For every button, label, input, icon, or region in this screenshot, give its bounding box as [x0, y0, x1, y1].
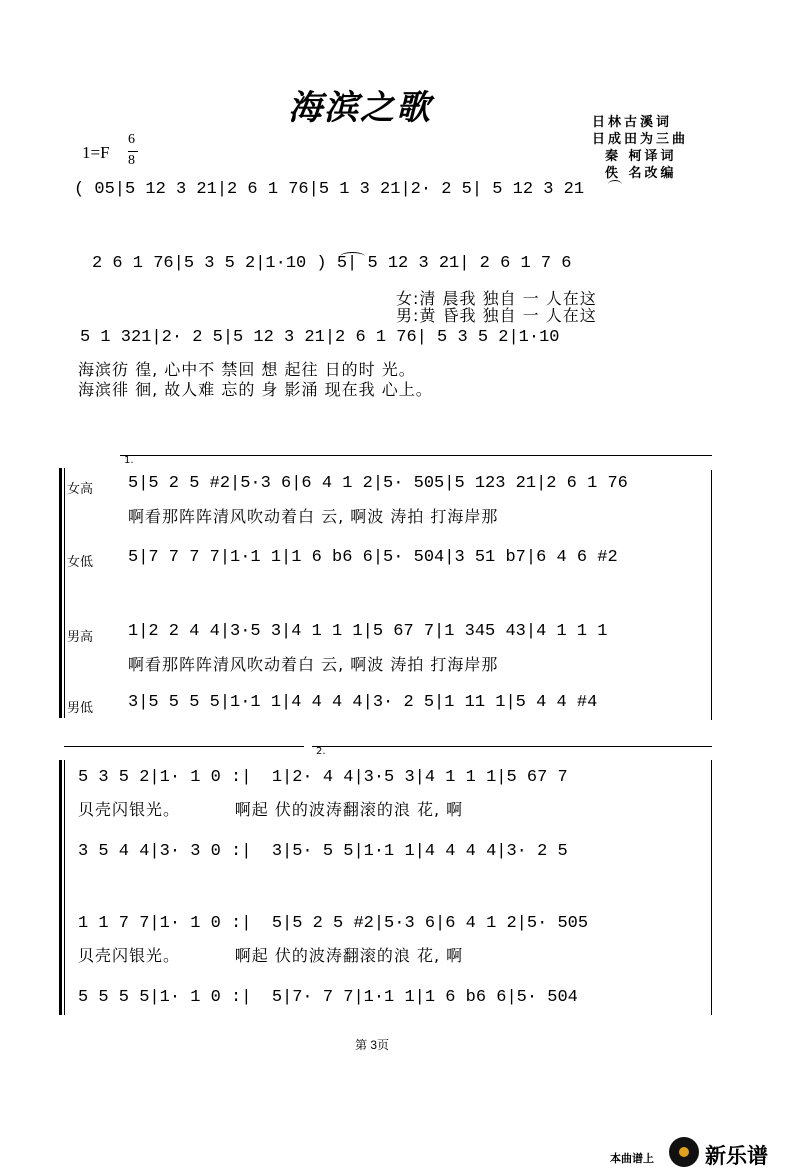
voice-label-tenor: 男高: [67, 630, 94, 645]
choir1-alto: 5|7 7 7 7|1·1 1|1 6 b6 6|5· 504|3 51 b7|6 4 6 #2: [128, 548, 618, 567]
meter-top: 6: [128, 132, 135, 147]
choir2-lyric-top: 贝壳闪银光。 啊起 伏的波涛翻滚的浪 花, 啊: [78, 800, 464, 819]
choir1-lyric-top: 啊看那阵阵清风吹动着白 云, 啊波 涛拍 打海岸那: [128, 507, 499, 526]
choir1-bass: 3|5 5 5 5|1·1 1|4 4 4 4|3· 2 5|1 11 1|5 4 4 #4: [128, 693, 598, 712]
volta-2-line: [312, 746, 712, 747]
voice-label-soprano: 女高: [67, 482, 94, 497]
intro-line-1: ( 05|5 12 3 21|2 6 1 76|5 1 3 21|2· 2 5| 5 12 3 21: [74, 180, 585, 199]
lyric-male-a: 男:黄 昏我 独自 一 人在这: [396, 306, 597, 325]
volta-1-label: 1.: [124, 455, 134, 466]
voice-label-bass: 男低: [67, 701, 94, 716]
volta-1-line: [120, 455, 712, 456]
choir2-lyric-bottom: 贝壳闪银光。 啊起 伏的波涛翻滚的浪 花, 啊: [78, 946, 464, 965]
system-bracket-1: [59, 468, 62, 718]
key-signature: 1=F: [82, 143, 110, 162]
choir2-bass: 5 5 5 5|1· 1 0 :| 5|7· 7 7|1·1 1|1 6 b6 6|5· 504: [78, 988, 578, 1007]
footer-prefix: 本曲谱上: [610, 1152, 654, 1165]
lyric-female-b: 海滨彷 徨, 心中不 禁回 想 起往 日的时 光。: [78, 360, 416, 379]
song-title: 海滨之歌: [288, 88, 432, 128]
choir2-tenor: 1 1 7 7|1· 1 0 :| 5|5 2 5 #2|5·3 6|6 4 1 2|5· 505: [78, 914, 589, 933]
system-bracket-2: [59, 760, 62, 1015]
intro-line-2: 2 6 1 76|5 3 5 2|1·10 ) 5| 5 12 3 21| 2 6 1 7 6: [92, 254, 572, 273]
volta-1b-line: [64, 746, 304, 747]
page-number: 第 3页: [355, 1038, 390, 1052]
meter-bottom: 8: [128, 153, 135, 168]
meter-divider: [128, 151, 138, 152]
voice-label-alto: 女低: [67, 555, 94, 570]
volta-2-label: 2.: [316, 746, 326, 757]
record-logo-icon: [669, 1137, 699, 1167]
choir2-soprano: 5 3 5 2|1· 1 0 :| 1|2· 4 4|3·5 3|4 1 1 1|5 67 7: [78, 768, 568, 787]
credit-lyricist: 日林古溪词: [592, 115, 673, 130]
brand-name: 新乐谱: [705, 1144, 768, 1168]
intro-line-3: 5 1 321|2· 2 5|5 12 3 21|2 6 1 76| 5 3 5 2|1·10: [80, 328, 560, 347]
choir2-alto: 3 5 4 4|3· 3 0 :| 3|5· 5 5|1·1 1|4 4 4 4|3· 2 5: [78, 842, 568, 861]
credit-arranger: 佚 名改编: [605, 166, 677, 181]
credit-composer: 日成田为三曲: [592, 132, 689, 147]
lyric-female-a: 女:清 晨我 独自 一 人在这: [396, 289, 597, 308]
lyric-male-b: 海滨徘 徊, 故人难 忘的 身 影涌 现在我 心上。: [78, 380, 433, 399]
choir1-soprano: 5|5 2 5 #2|5·3 6|6 4 1 2|5· 505|5 123 21|2 6 1 76: [128, 474, 628, 493]
credit-translator: 秦 柯译词: [605, 149, 677, 164]
choir1-tenor: 1|2 2 4 4|3·5 3|4 1 1 1|5 67 7|1 345 43|4 1 1 1: [128, 622, 608, 641]
choir1-lyric-bottom: 啊看那阵阵清风吹动着白 云, 啊波 涛拍 打海岸那: [128, 655, 499, 674]
